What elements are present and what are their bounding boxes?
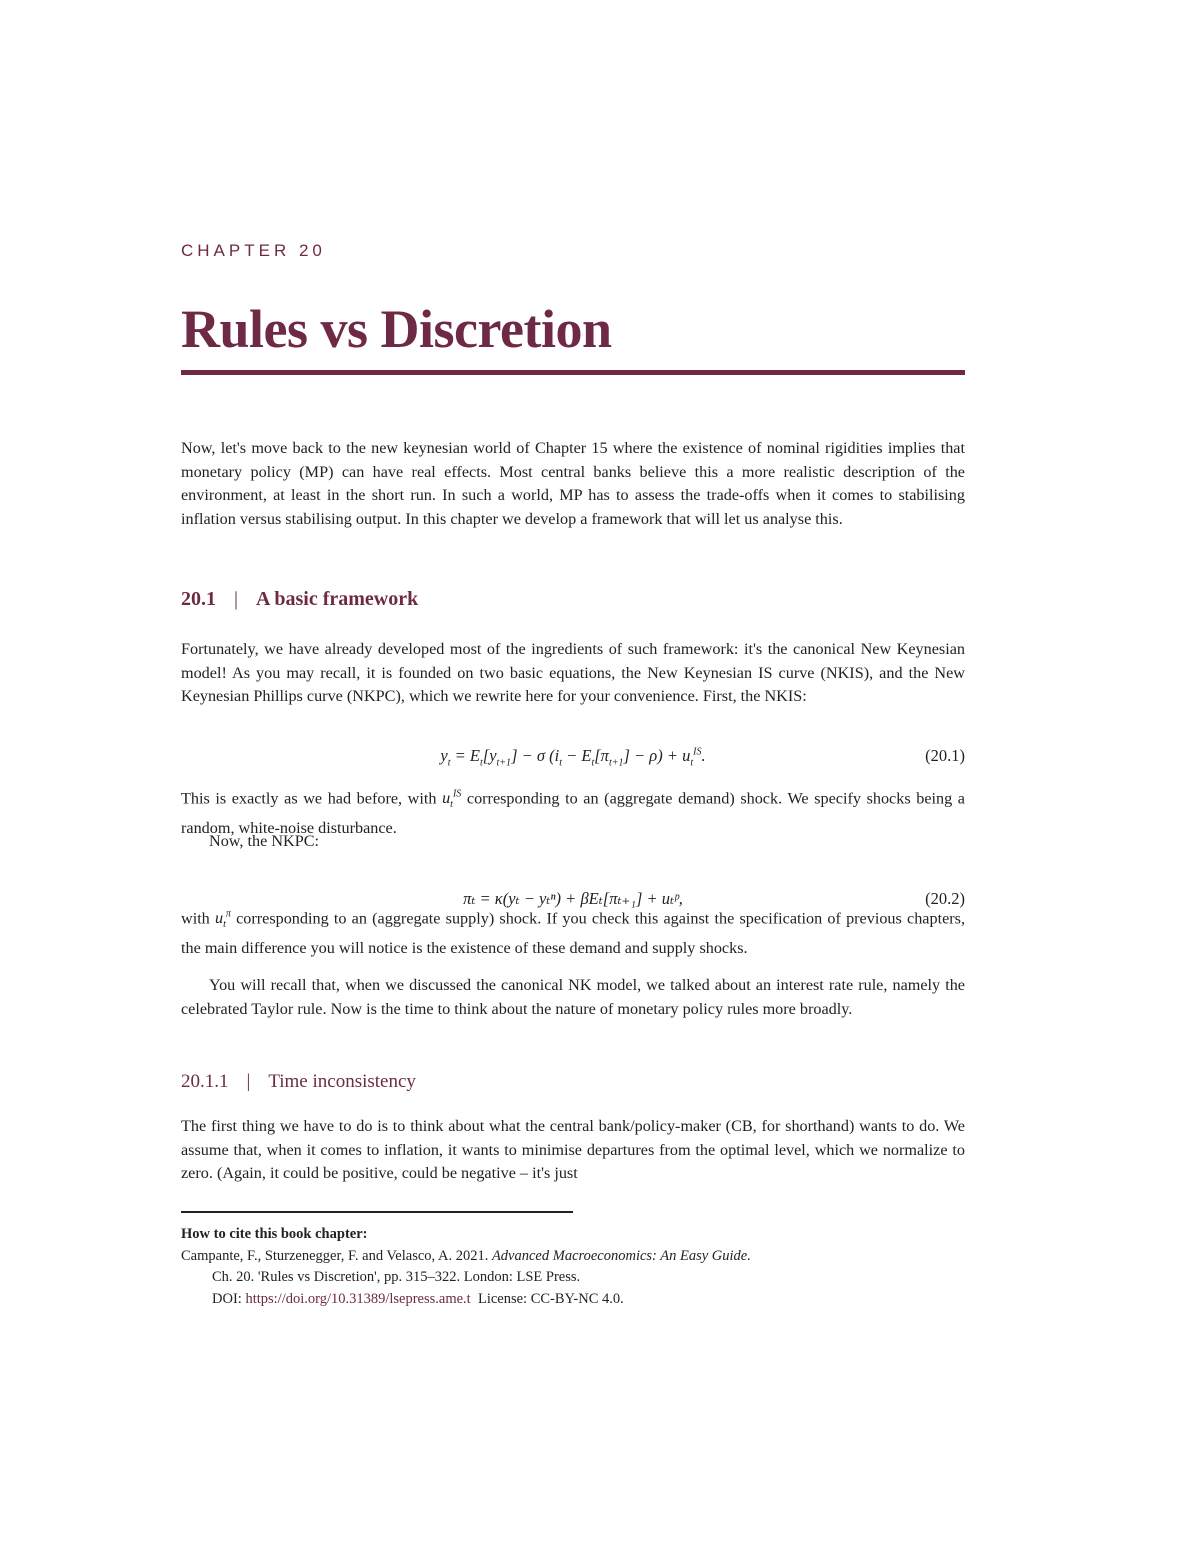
equation-text: $y_t = E_t[y_{t+1}] - \sigma$ $(i_t - E_t[\pi_{t+1}] - \rho) + u_t^{IS}$. — [440, 746, 706, 769]
title-rule — [181, 370, 965, 375]
subsection-heading — [181, 1071, 965, 1093]
footnote-rule — [181, 1211, 573, 1213]
subsection-separator: | — [246, 1071, 251, 1092]
section-heading — [181, 588, 965, 611]
equation-nkis — [181, 746, 965, 768]
chapter-label: CHAPTER 20 — [181, 241, 326, 260]
citation-heading: How to cite this book chapter: — [181, 1226, 368, 1242]
subsection-title: Time inconsistency — [268, 1071, 416, 1092]
paragraph: with $u_t^\pi$ corresponding to an (aggregate supply) shock. If you check this against the specification of previous chapters, the main difference you will notice is the existence of these demand and supply shocks. — [181, 909, 965, 958]
paragraph: Now, the NKPC: — [209, 832, 320, 850]
section-number: 20.1 — [181, 588, 216, 610]
citation-doi-line: DOI: https://doi.org/10.31389/lsepress.ame.t License: CC-BY-NC 4.0. — [212, 1290, 624, 1307]
equation-number: (20.2) — [925, 889, 965, 909]
license: License: CC-BY-NC 4.0. — [477, 1290, 624, 1307]
paragraph: You will recall that, when we discussed the canonical NK model, we talked about an interest rate rule, namely the celebrated Taylor rule. Now is the time to think about the nature of monetary policy rules more broadly. — [181, 976, 965, 1018]
book-title: Advanced Macroeconomics: An Easy Guide. — [491, 1247, 751, 1264]
intro-paragraph: Now, let's move back to the new keynesian world of Chapter 15 where the existence of nominal rigidities implies that monetary policy (MP) can have real effects. Most central banks believe this a more realistic description of the environment, at least in the short run. In such a world, MP has to assess the trade-offs when it comes to stabilising inflation versus stabilising output. In this chapter we develop a framework that will let us analyse this. — [181, 439, 965, 528]
paragraph: This is exactly as we had before, with $u_t^{IS}$ corresponding to an (aggregate demand) shock. We specify shocks being a random, white-noise disturbance. — [181, 789, 965, 838]
paragraph: The first thing we have to do is to think about what the central bank/policy-maker (CB, for shorthand) wants to do. We assume that, when it comes to inflation, it wants to minimise departures from the optimal level, which we normalize to zero. (Again, it could be positive, could be negative – it's just — [181, 1117, 965, 1183]
citation-line: Campante, F., Sturzenegger, F. and Velasco, A. 2021. Advanced Macroeconomics: An Easy Guide. — [181, 1247, 751, 1264]
equation-number: (20.1) — [925, 746, 965, 765]
section-title: A basic framework — [256, 588, 419, 610]
citation-line: Ch. 20. 'Rules vs Discretion', pp. 315–322. London: LSE Press. — [212, 1269, 581, 1285]
page-title: Rules vs Discretion — [181, 299, 612, 359]
citation-block — [181, 1224, 965, 1310]
section-separator: | — [234, 588, 239, 610]
subsection-number: 20.1.1 — [181, 1071, 229, 1092]
paragraph: Fortunately, we have already developed most of the ingredients of such framework: it's the canonical New Keynesian model! As you may recall, it is founded on two basic equations, the New Keynesian IS curve (NKIS), and the New Keynesian Phillips curve (NKPC), which we rewrite here for your convenience. First, the NKIS: — [181, 640, 965, 706]
equation-text: πₜ = κ(yₜ − yₜⁿ) + βEₜ[πₜ₊₁] + uₜᵖ, — [463, 889, 683, 909]
doi-link[interactable]: https://doi.org/10.31389/lsepress.ame.t — [245, 1290, 471, 1307]
